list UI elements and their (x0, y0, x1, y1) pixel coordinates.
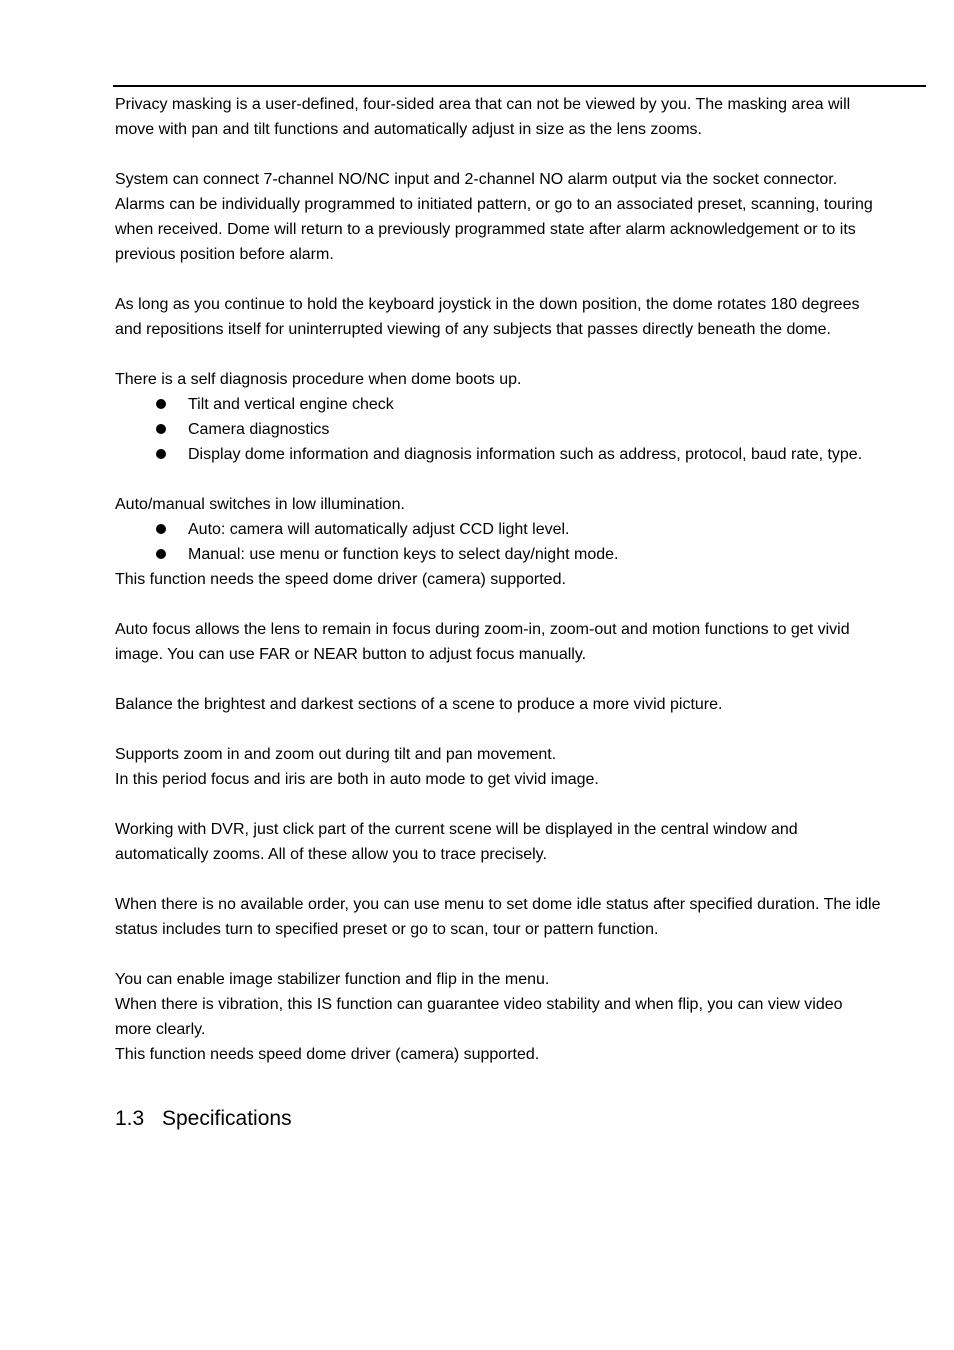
text-line: more clearly. (115, 1021, 206, 1038)
section-heading (115, 1104, 292, 1134)
list-item-text: Camera diagnostics (188, 421, 330, 438)
text-line: You can enable image stabilizer function and flip in the menu. (115, 971, 550, 988)
list-item (115, 442, 927, 467)
text-line: image. You can use FAR or NEAR button to adjust focus manually. (115, 646, 587, 663)
text-line: This function needs the speed dome driver (camera) supported. (115, 571, 566, 588)
text-line: When there is vibration, this IS function can guarantee video stability and when flip, you can view video (115, 996, 843, 1013)
text-line: Auto/manual switches in low illumination. (115, 496, 405, 513)
text-line: This function needs speed dome driver (camera) supported. (115, 1046, 540, 1063)
text-line: automatically zooms. All of these allow you to trace precisely. (115, 846, 547, 863)
stabilizer-paragraph (115, 967, 927, 1067)
day-night-intro (115, 492, 927, 517)
text-line: move with pan and tilt functions and automatically adjust in size as the lens zooms. (115, 121, 702, 138)
self-diagnosis-intro (115, 367, 927, 392)
dvr-paragraph (115, 817, 927, 867)
text-line: As long as you continue to hold the keyboard joystick in the down position, the dome rotates 180 degrees (115, 296, 860, 313)
list-item (115, 542, 927, 567)
text-line: Alarms can be individually programmed to initiated pattern, or go to an associated preset, scanning, touring (115, 196, 873, 213)
day-night-list (115, 517, 927, 567)
text-line: System can connect 7-channel NO/NC input and 2-channel NO alarm output via the socket connector. (115, 171, 838, 188)
list-item (115, 517, 927, 542)
text-line: Working with DVR, just click part of the current scene will be displayed in the central window and (115, 821, 798, 838)
zoom-paragraph (115, 742, 927, 792)
text-line: previous position before alarm. (115, 246, 334, 263)
bullet-icon (156, 399, 166, 409)
document-body (115, 92, 927, 1067)
section-title: Specifications (162, 1107, 292, 1130)
list-item (115, 392, 927, 417)
list-item-text: Tilt and vertical engine check (188, 396, 394, 413)
text-line: Privacy masking is a user-defined, four-sided area that can not be viewed by you. The masking area will (115, 96, 851, 113)
bullet-icon (156, 449, 166, 459)
text-line: In this period focus and iris are both in auto mode to get vivid image. (115, 771, 599, 788)
list-item-text: Auto: camera will automatically adjust CCD light level. (188, 521, 570, 538)
idle-paragraph (115, 892, 927, 942)
day-night-note (115, 567, 927, 592)
wdr-paragraph (115, 692, 927, 717)
text-line: and repositions itself for uninterrupted viewing of any subjects that passes directly beneath the dome. (115, 321, 831, 338)
text-line: status includes turn to specified preset or go to scan, tour or pattern function. (115, 921, 659, 938)
privacy-masking-paragraph (115, 92, 927, 142)
section-number: 1.3 (115, 1107, 145, 1130)
list-item-text: Display dome information and diagnosis information such as address, protocol, baud rate, type. (188, 446, 863, 463)
bullet-icon (156, 424, 166, 434)
text-line: When there is no available order, you can use menu to set dome idle status after specified duration. The idle (115, 896, 881, 913)
text-line: Supports zoom in and zoom out during tilt and pan movement. (115, 746, 557, 763)
list-item (115, 417, 927, 442)
text-line: There is a self diagnosis procedure when dome boots up. (115, 371, 522, 388)
text-line: Balance the brightest and darkest sections of a scene to produce a more vivid picture. (115, 696, 723, 713)
self-diagnosis-list (115, 392, 927, 467)
bullet-icon (156, 549, 166, 559)
bullet-icon (156, 524, 166, 534)
text-line: when received. Dome will return to a previously programmed state after alarm acknowledgement or to its (115, 221, 856, 238)
auto-focus-paragraph (115, 617, 927, 667)
text-line: Auto focus allows the lens to remain in focus during zoom-in, zoom-out and motion functions to get vivid (115, 621, 850, 638)
auto-flip-paragraph (115, 292, 927, 342)
list-item-text: Manual: use menu or function keys to select day/night mode. (188, 546, 619, 563)
header-rule (113, 85, 926, 87)
alarm-paragraph (115, 167, 927, 267)
